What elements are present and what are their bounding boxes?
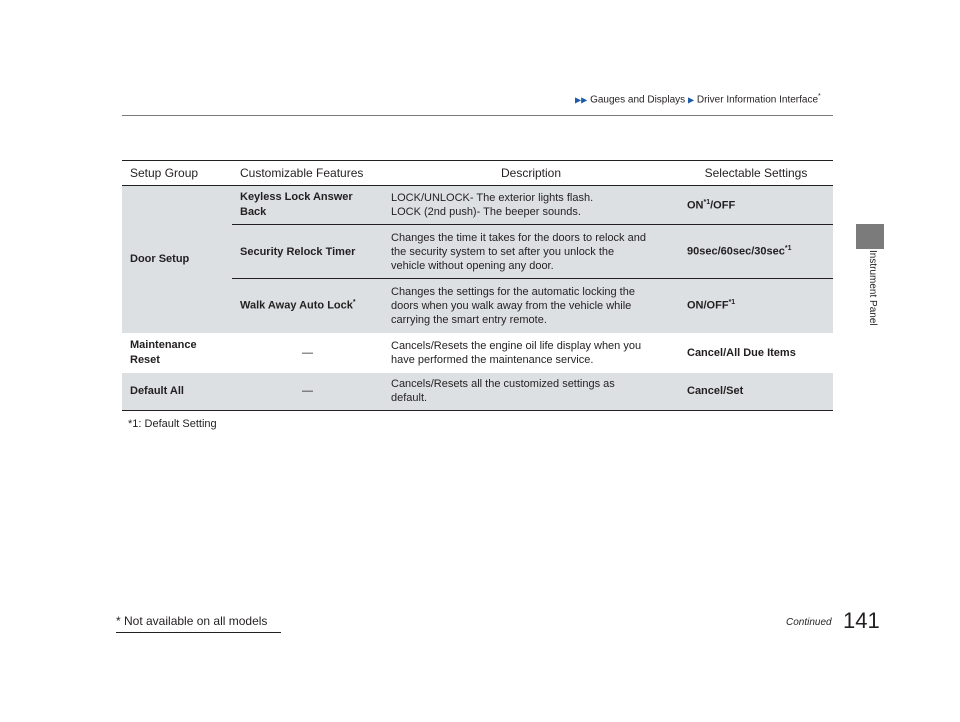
table-header-row [122,161,833,186]
selectable-setting [679,225,833,279]
table-row [122,373,833,411]
availability-note: * Not available on all models [116,614,268,628]
section-label [866,250,880,370]
section-label-text: Instrument Panel [867,250,878,326]
availability-mark: * [352,299,356,307]
setting-text: 90sec/60sec/30sec [687,245,785,258]
description [383,333,679,373]
description [383,225,679,279]
section-tab [856,224,884,249]
desc-line: LOCK/UNLOCK- The exterior lights flash. [391,192,594,204]
footnote: *1: Default Setting [128,418,217,430]
description [383,279,679,333]
desc-line: LOCK (2nd push)- The beeper sounds. [391,206,581,218]
group-line: Maintenance [130,338,197,351]
column-header: Selectable Settings [679,161,833,186]
default-mark: *1 [728,299,736,307]
header-rule [122,115,833,116]
feature-name: — [232,373,383,411]
column-header: Setup Group [122,161,232,186]
setting-text: /OFF [710,199,736,212]
feature-name [232,279,383,333]
desc-line: Changes the time it takes for the doors to relock and [391,231,646,244]
description [383,373,679,411]
desc-line: Cancels/Resets all the customized settings as [391,378,615,391]
desc-line: Cancels/Resets the engine oil life display when you [391,339,642,352]
description [383,186,679,225]
default-mark: *1 [784,245,792,253]
settings-table [122,160,833,411]
setup-group [122,333,232,373]
breadcrumb-item[interactable]: Gauges and Displays [590,94,686,106]
feature-name: — [302,346,313,359]
desc-line: doors when you walk away from the vehicle while [391,299,632,312]
setting-text: ON [687,199,704,212]
page-number: 141 [843,608,880,633]
table-row [122,186,833,225]
desc-line: the security system to set after you unlock the [391,245,615,258]
setting-text: ON/OFF [687,300,729,313]
note-rule [116,632,281,633]
feature-text: Walk Away Auto Lock [240,300,353,313]
breadcrumb-item[interactable]: Driver Information Interface [696,94,819,106]
desc-line: Changes the settings for the automatic locking the [391,285,635,298]
setup-group: Default All [122,373,232,411]
selectable-setting [679,186,833,225]
desc-line: carrying the smart entry remote. [391,313,547,326]
selectable-setting [679,279,833,333]
column-header: Description [383,161,679,186]
selectable-setting: Cancel/All Due Items [687,346,796,359]
breadcrumb [575,93,821,105]
group-line: Reset [130,353,160,366]
setup-group: Door Setup [130,253,190,266]
continued-label: Continued [786,617,832,628]
feature-text: Keyless Lock Answer Back [240,191,353,218]
desc-line: vehicle without opening any door. [391,259,554,272]
breadcrumb-arrow-icon: ▶▶ [575,95,588,105]
desc-line: have performed the maintenance service. [391,353,594,366]
breadcrumb-arrow-icon: ▶ [687,95,695,105]
default-mark: *1 [703,198,711,206]
selectable-setting: Cancel/Set [679,373,833,411]
feature-name [232,186,383,225]
feature-text: Security Relock Timer [240,245,356,258]
desc-line: default. [391,392,428,405]
column-header: Customizable Features [232,161,383,186]
table-row [122,333,833,373]
feature-name [232,225,383,279]
availability-mark: * [818,93,821,100]
